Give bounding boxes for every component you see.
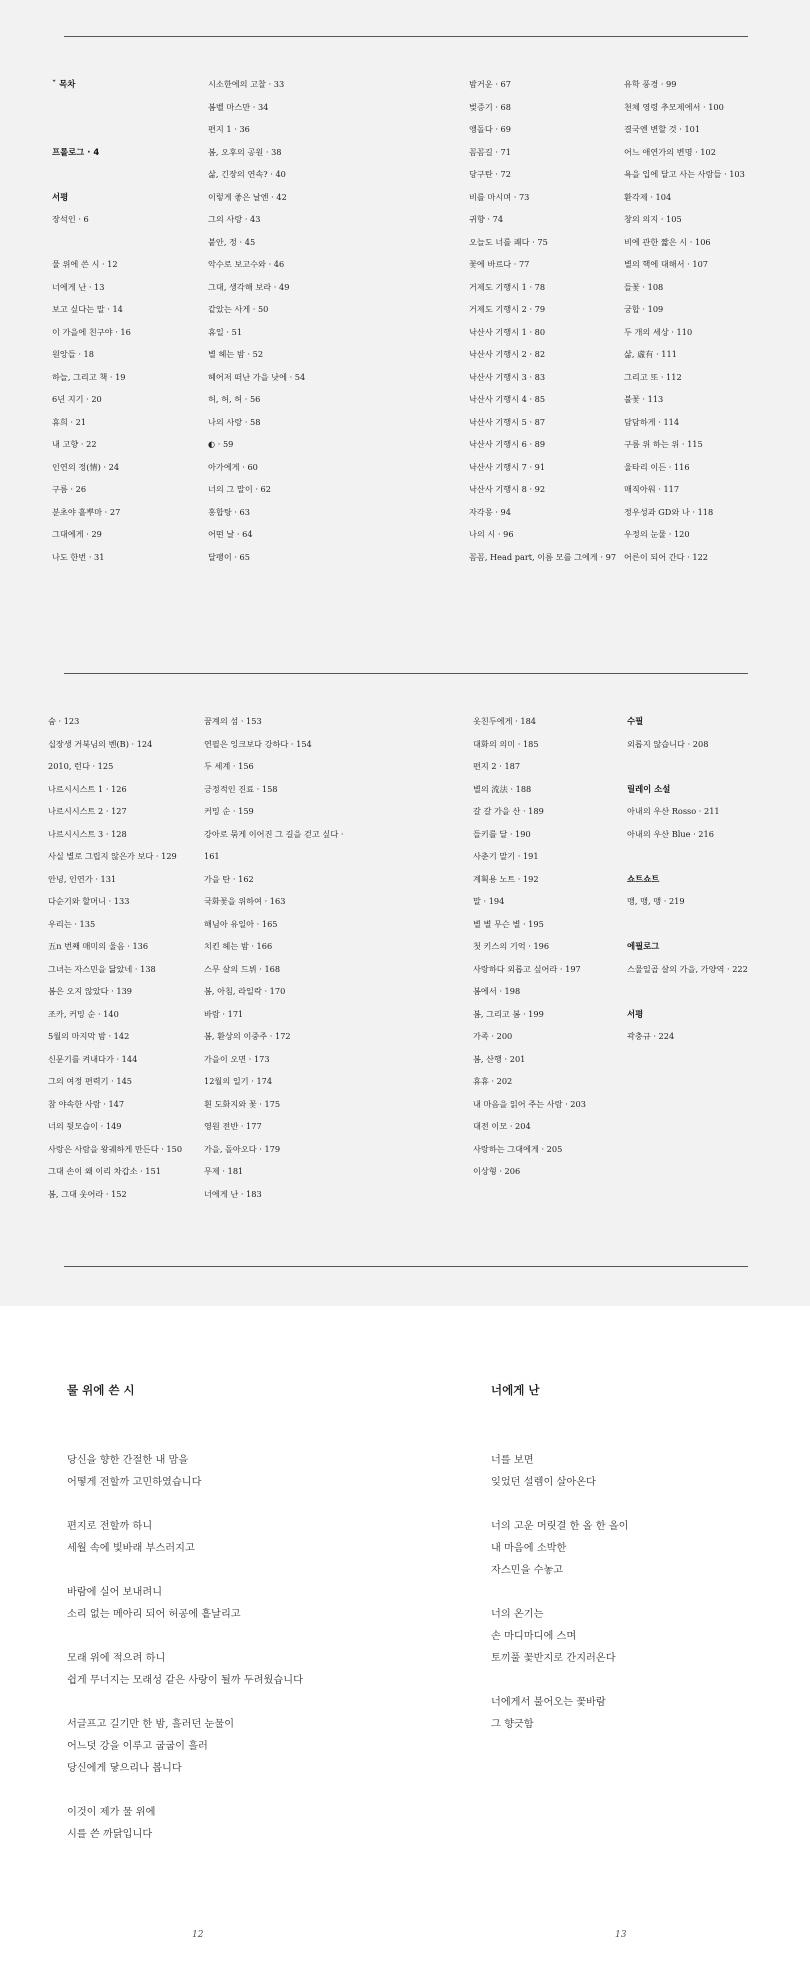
toc-entry[interactable]: 161 bbox=[204, 851, 220, 861]
toc-spacer bbox=[627, 980, 810, 1003]
toc-entry[interactable]: 치킨 헤는 밤 · 166 bbox=[204, 941, 273, 951]
toc-entry[interactable]: 봄, 환상의 이중주 · 172 bbox=[204, 1031, 291, 1041]
toc-entry[interactable]: 옷친두에게 · 184 bbox=[473, 716, 536, 726]
toc-entry[interactable]: 하늘, 그리고 책 · 19 bbox=[52, 371, 126, 382]
toc-entry[interactable]: 봄에서 · 198 bbox=[473, 986, 521, 996]
toc-entry[interactable]: 봄, 그리고 봄 · 199 bbox=[473, 1008, 544, 1019]
poem-line: 그 향긋함 bbox=[491, 1719, 534, 1730]
toc-entry[interactable]: 낙산사 기행시 3 · 83 bbox=[469, 371, 546, 382]
top-rule bbox=[64, 36, 748, 37]
toc-entry[interactable]: 홍합탕 · 63 bbox=[208, 506, 250, 517]
toc-entry[interactable]: 나르시시스트 3 · 128 bbox=[48, 828, 127, 839]
toc-section-heading[interactable]: 서평 bbox=[52, 191, 69, 202]
toc-spacer bbox=[627, 913, 810, 936]
toc-entry[interactable]: 꼼꼼, Head part, 이름 모를 그에게 · 97 bbox=[469, 551, 617, 562]
poem-stanza bbox=[491, 1604, 810, 1670]
toc-entry[interactable]: 꽃에 바르다 · 77 bbox=[469, 259, 530, 269]
poem-line: 너의 온기는 bbox=[491, 1609, 544, 1620]
toc-entry[interactable]: 낙산사 기행시 5 · 87 bbox=[469, 416, 546, 427]
poem-line: 바람에 실어 보내려니 bbox=[67, 1587, 163, 1598]
toc-entry[interactable]: 허, 허, 허 · 56 bbox=[208, 394, 261, 404]
poem-line: 소리 없는 메아리 되어 허공에 흩날리고 bbox=[67, 1609, 241, 1620]
toc-entry[interactable]: 봄, 그대 웃어라 · 152 bbox=[48, 1188, 127, 1199]
toc-entry[interactable]: 사춘기 말기 · 191 bbox=[473, 851, 539, 861]
toc-entry[interactable]: 우정의 눈물 · 120 bbox=[624, 529, 690, 539]
toc-entry[interactable]: 6년 지기 · 20 bbox=[52, 394, 102, 404]
page-number: 13 bbox=[615, 1930, 627, 1940]
poem-line: 손 마디마디에 스며 bbox=[491, 1631, 577, 1642]
toc-entry[interactable]: 당구탄 · 72 bbox=[469, 169, 511, 179]
toc-entry[interactable]: 그대 손이 왜 이리 차갑소 · 151 bbox=[48, 1166, 161, 1176]
poem-line: 너에게서 불어오는 꽃바람 bbox=[491, 1697, 606, 1708]
toc-entry[interactable]: 곽충규 · 224 bbox=[627, 1031, 675, 1041]
toc-entry[interactable]: 담담하게 · 114 bbox=[624, 416, 680, 427]
toc-entry[interactable]: 대화의 의미 · 185 bbox=[473, 738, 539, 749]
toc-entry[interactable]: 나도 한번 · 31 bbox=[52, 551, 105, 562]
toc-entry[interactable]: 나의 사랑 · 58 bbox=[208, 416, 261, 427]
toc-entry[interactable]: 결국엔 변할 것 · 101 bbox=[624, 124, 701, 134]
toc-entry[interactable]: 꼼꼼길 · 71 bbox=[469, 146, 511, 157]
toc-entry[interactable]: 가족 · 200 bbox=[473, 1031, 513, 1041]
toc-spacer bbox=[627, 845, 810, 868]
toc-entry[interactable]: 붙안, 정 · 45 bbox=[208, 236, 256, 247]
toc-section-heading[interactable]: 쇼트쇼트 bbox=[627, 873, 660, 884]
toc-entry[interactable]: 강아로 묶게 이어진 그 길을 걷고 싶다 · bbox=[204, 828, 344, 839]
toc-entry[interactable]: 너에게 난 · 183 bbox=[204, 1188, 262, 1199]
toc-section-heading[interactable]: 에필로그 bbox=[627, 941, 660, 951]
toc-entry[interactable]: 숨 · 123 bbox=[48, 716, 80, 726]
toc-entry[interactable]: 낙산사 기행시 2 · 82 bbox=[469, 349, 546, 359]
toc-entry[interactable]: 이 가을에 친구야 · 16 bbox=[52, 326, 131, 337]
poem-line: 어느덧 강을 이루고 굽굽이 흘러 bbox=[67, 1741, 208, 1752]
toc-entry[interactable]: 외롭지 않습니다 · 208 bbox=[627, 738, 709, 749]
poem-right bbox=[491, 1382, 810, 1758]
toc-entry[interactable]: 내 마음을 읽어 주는 사람 · 203 bbox=[473, 1098, 586, 1109]
toc-entry[interactable]: 휴휴 · 202 bbox=[473, 1076, 513, 1086]
poem-line: 토끼풀 꽃반지로 간지러온다 bbox=[491, 1653, 616, 1664]
page-number: 12 bbox=[192, 1930, 204, 1940]
toc-entry[interactable]: 봄벨 마스만 · 34 bbox=[208, 101, 269, 112]
toc-entry[interactable]: 신문기를 켜내다가 · 144 bbox=[48, 1053, 138, 1064]
toc-entry[interactable]: 봄, 오후의 공원 · 38 bbox=[208, 146, 282, 157]
section2-top-rule bbox=[64, 673, 748, 674]
toc-entry[interactable]: 울타리 이든 · 116 bbox=[624, 461, 690, 472]
toc-entry[interactable]: 아내의 우산 Rosso · 211 bbox=[627, 806, 720, 816]
toc-entry[interactable]: 앵돌다 · 69 bbox=[469, 124, 511, 134]
poem-stanza bbox=[67, 1582, 407, 1626]
toc-entry[interactable]: 자각몽 · 94 bbox=[469, 506, 511, 517]
poem-line: 어떻게 전할까 고민하였습니다 bbox=[67, 1477, 202, 1488]
toc-entry[interactable]: 휴희 · 21 bbox=[52, 416, 87, 427]
poem-stanza bbox=[67, 1714, 407, 1780]
toc-entry[interactable]: 너의 그 말이 · 62 bbox=[208, 484, 271, 494]
toc-entry[interactable]: 보고 싶다는 말 · 14 bbox=[52, 304, 123, 314]
toc-entry[interactable]: 별 별 무슨 별 · 195 bbox=[473, 918, 544, 929]
toc-entry[interactable]: 헤어저 떠난 가을 낫에 · 54 bbox=[208, 371, 306, 382]
toc-entry[interactable]: 너의 뒷모습이 · 149 bbox=[48, 1121, 122, 1131]
toc-entry[interactable]: 그리고 또 · 112 bbox=[624, 371, 682, 382]
toc-section-heading[interactable]: 릴레이 소설 bbox=[627, 783, 671, 794]
toc-entry[interactable]: 국화꽃을 위하여 · 163 bbox=[204, 896, 286, 906]
toc-entry[interactable]: 그대, 생각해 보라 · 49 bbox=[208, 281, 290, 292]
toc-entry[interactable]: 아가에게 · 60 bbox=[208, 461, 258, 472]
toc-entry[interactable]: 어떤 날 · 64 bbox=[208, 529, 253, 539]
toc-entry[interactable]: 낙산사 기행시 1 · 80 bbox=[469, 326, 546, 337]
toc-entry[interactable]: 영원 전반 · 177 bbox=[204, 1121, 262, 1131]
toc-entry[interactable]: 참 야속한 사람 · 147 bbox=[48, 1098, 125, 1109]
toc-entry[interactable]: 어른이 되어 간다 · 122 bbox=[624, 551, 709, 562]
toc-entry[interactable]: 무제 · 181 bbox=[204, 1166, 244, 1176]
toc-entry[interactable]: 궁합 · 109 bbox=[624, 304, 664, 314]
poem-stanza bbox=[67, 1516, 407, 1560]
poem-title: 너에게 난 bbox=[491, 1383, 540, 1397]
toc-entry[interactable]: 우리는 · 135 bbox=[48, 918, 96, 929]
toc-entry[interactable]: 커밍 순 · 159 bbox=[204, 806, 254, 816]
toc-entry[interactable]: 오늘도 너를 쾌다 · 75 bbox=[469, 236, 548, 247]
toc-section-2 bbox=[0, 620, 810, 1306]
poem-line: 내 마음에 소박한 bbox=[491, 1543, 567, 1554]
toc-entry[interactable]: 갈 갈 가을 산 · 189 bbox=[473, 806, 544, 816]
toc-entry[interactable]: 두 개의 세상 · 110 bbox=[624, 326, 693, 337]
toc-section-heading[interactable]: 서평 bbox=[627, 1008, 644, 1019]
toc-entry[interactable]: 5월의 마지막 밤 · 142 bbox=[48, 1031, 130, 1041]
poem-line: 당신을 향한 간절한 내 맘을 bbox=[67, 1455, 189, 1466]
toc-entry[interactable]: 바람 · 171 bbox=[204, 1008, 244, 1019]
poem-line: 너의 고운 머릿결 한 올 한 올이 bbox=[491, 1521, 629, 1532]
toc-entry[interactable]: 천체 영령 추모제에서 · 100 bbox=[624, 101, 724, 112]
poem-line: 이것이 제가 물 위에 bbox=[67, 1807, 156, 1818]
toc-entry[interactable]: 구름 · 26 bbox=[52, 484, 87, 494]
toc-entry[interactable]: 이렇게 좋은 날엔 · 42 bbox=[208, 191, 287, 202]
poem-line: 시를 쓴 까닭입니다 bbox=[67, 1829, 153, 1840]
toc-entry[interactable]: 낙산사 기행시 7 · 91 bbox=[469, 461, 546, 472]
toc-entry[interactable]: 스무 살의 드뷔 · 168 bbox=[204, 963, 281, 974]
toc-entry[interactable]: 이상형 · 206 bbox=[473, 1166, 521, 1176]
toc-entry[interactable]: 스물일곱 살의 가을, 가양역 · 222 bbox=[627, 963, 748, 974]
toc-entry[interactable]: 그의 여정 편력기 · 145 bbox=[48, 1076, 133, 1086]
toc-spacer bbox=[627, 755, 810, 778]
toc-entry[interactable]: 긍정적인 진료 · 158 bbox=[204, 783, 278, 794]
toc-entry[interactable]: 악수로 보고수와 · 46 bbox=[208, 259, 285, 269]
toc-entry[interactable]: 별의 流法 · 188 bbox=[473, 783, 532, 794]
toc-entry[interactable]: 가을, 돌아오다 · 179 bbox=[204, 1143, 281, 1154]
toc-entry[interactable]: 유학 풍경 · 99 bbox=[624, 79, 677, 89]
toc-entry[interactable]: 다순기와 할머니 · 133 bbox=[48, 896, 130, 906]
toc-entry[interactable]: 첫 키스의 기억 · 196 bbox=[473, 941, 550, 951]
toc-entry[interactable]: 내 고향 · 22 bbox=[52, 439, 97, 449]
poem-line: 서글프고 길기만 한 밤, 흘러던 눈물이 bbox=[67, 1719, 235, 1730]
poem-line: 너를 보면 bbox=[491, 1455, 534, 1466]
toc-entry[interactable]: 삶, 긴장의 연속? · 40 bbox=[208, 169, 286, 179]
toc-entry[interactable]: 五n 번째 매미의 울음 · 136 bbox=[48, 941, 149, 951]
toc-entry[interactable]: 계획용 노트 · 192 bbox=[473, 873, 539, 884]
toc-entry[interactable]: 사랑은 사람을 왕궤하게 만든다 · 150 bbox=[48, 1143, 183, 1154]
poem-stanza bbox=[491, 1692, 810, 1736]
toc-entry[interactable]: 들꽃 · 108 bbox=[624, 281, 664, 292]
poem-line: 쉽게 무너지는 모래성 같은 사랑이 될까 두려웠습니다 bbox=[67, 1675, 303, 1686]
poem-line: 모래 위에 적으려 하니 bbox=[67, 1653, 166, 1664]
poem-line: 편지로 전할까 하니 bbox=[67, 1521, 153, 1532]
toc-entry[interactable]: 달팽이 · 65 bbox=[208, 551, 250, 562]
toc-entry[interactable]: 맹, 맹, 맹 · 219 bbox=[627, 896, 685, 906]
toc-entry[interactable]: 2010, 런다 · 125 bbox=[48, 761, 114, 771]
toc-entry[interactable]: 조카, 커밍 순 · 140 bbox=[48, 1008, 119, 1019]
toc-entry[interactable]: 별의 핵에 대해서 · 107 bbox=[624, 259, 709, 269]
toc-entry[interactable]: 봄, 산행 · 201 bbox=[473, 1053, 526, 1064]
toc-entry[interactable]: 물 위에 쓴 시 · 12 bbox=[52, 259, 118, 269]
toc-entry[interactable]: 그녀는 자스민을 닮았네 · 138 bbox=[48, 963, 156, 974]
poem-title: 물 위에 쓴 시 bbox=[67, 1383, 135, 1397]
toc-entry[interactable]: 나의 시 · 96 bbox=[469, 529, 514, 539]
poem-body bbox=[67, 1450, 407, 1846]
toc-entry[interactable]: 낙산사 기행시 4 · 85 bbox=[469, 394, 546, 404]
toc-entry[interactable]: ◐ · 59 bbox=[208, 439, 234, 449]
toc-entry[interactable]: 거제도 기행시 2 · 79 bbox=[469, 304, 546, 314]
toc-entry[interactable]: 밤거운 · 67 bbox=[469, 79, 511, 89]
toc-entry[interactable]: 가을 탄 · 162 bbox=[204, 873, 254, 884]
toc1-column-4 bbox=[624, 73, 810, 568]
toc-entry[interactable]: 안녕, 인연가 · 131 bbox=[48, 873, 117, 884]
poem-line: 세월 속에 빛바래 부스러지고 bbox=[67, 1543, 195, 1554]
toc-entry[interactable]: 정우성과 GD와 나 · 118 bbox=[624, 506, 714, 517]
toc-entry[interactable]: 창의 의지 · 105 bbox=[624, 214, 682, 224]
toc-entry[interactable]: 매직아워 · 117 bbox=[624, 484, 680, 494]
poem-stanza bbox=[67, 1802, 407, 1846]
poem-line: 당신에게 닿으리나 봅니다 bbox=[67, 1763, 182, 1774]
toc-entry[interactable]: 사랑하다 외롭고 싶어라 · 197 bbox=[473, 963, 581, 974]
toc-entry[interactable]: 휴일 · 51 bbox=[208, 326, 243, 337]
toc-entry[interactable]: 사실 별로 그립지 않은가 보다 · 129 bbox=[48, 851, 177, 861]
toc-entry[interactable]: 나르시시스트 2 · 127 bbox=[48, 806, 127, 816]
toc-entry[interactable]: 원앙들 · 18 bbox=[52, 349, 94, 359]
poem-stanza bbox=[491, 1450, 810, 1494]
poem-line: 자스민을 수놓고 bbox=[491, 1565, 564, 1576]
toc-entry[interactable]: 별 헤는 밤 · 52 bbox=[208, 349, 264, 359]
toc-entry[interactable]: 벚증기 · 68 bbox=[469, 101, 511, 112]
toc-entry[interactable]: 대전 이모 · 204 bbox=[473, 1121, 531, 1131]
toc-entry[interactable]: 낙산사 기행시 6 · 89 bbox=[469, 439, 546, 449]
poem-stanza bbox=[491, 1516, 810, 1582]
poem-stanza bbox=[67, 1450, 407, 1494]
poem-left bbox=[67, 1382, 407, 1868]
toc-entry[interactable]: 분초야 흩뿌마 · 27 bbox=[52, 506, 121, 517]
toc-entry[interactable]: 나르시시스트 1 · 126 bbox=[48, 783, 127, 794]
toc-entry[interactable]: 거제도 기행시 1 · 78 bbox=[469, 281, 546, 292]
toc-entry[interactable]: 그대에게 · 29 bbox=[52, 529, 102, 539]
toc-entry[interactable]: 같았는 사게 · 50 bbox=[208, 304, 269, 314]
poem-spread bbox=[0, 1306, 810, 1972]
toc-entry[interactable]: 욕을 입에 달고 사는 사람들 · 103 bbox=[624, 169, 745, 179]
toc-entry[interactable]: 환각제 · 104 bbox=[624, 191, 672, 202]
poem-body bbox=[491, 1450, 810, 1736]
toc-entry[interactable]: 십장생 거북님의 벤(B) · 124 bbox=[48, 738, 153, 749]
toc-entry[interactable]: 삶, 虛有 · 111 bbox=[624, 349, 677, 359]
toc-entry[interactable]: 봄, 아침, 라일락 · 170 bbox=[204, 986, 286, 996]
toc-entry[interactable]: 들키를 달 · 190 bbox=[473, 828, 531, 839]
toc-section-1 bbox=[0, 0, 810, 620]
toc-entry[interactable]: 아내의 우산 Blue · 216 bbox=[627, 828, 714, 839]
toc-entry[interactable]: 가을이 오면 · 173 bbox=[204, 1053, 270, 1064]
poem-line: 잊었던 설렘이 살아온다 bbox=[491, 1477, 596, 1488]
toc-entry[interactable]: 해님아 유일아 · 165 bbox=[204, 918, 278, 929]
toc-entry[interactable]: 편지 1 · 36 bbox=[208, 124, 250, 134]
toc-entry[interactable]: 어느 애연가의 변명 · 102 bbox=[624, 146, 716, 157]
toc-entry[interactable]: 두 세계 · 156 bbox=[204, 761, 254, 771]
toc-entry[interactable]: 흰 도화지와 꽃 · 175 bbox=[204, 1098, 281, 1109]
toc-entry[interactable]: 불꽃 · 113 bbox=[624, 394, 664, 404]
toc-entry[interactable]: 사랑하는 그대에게 · 205 bbox=[473, 1143, 563, 1154]
toc-section-heading[interactable]: ˇ 목차 bbox=[52, 79, 76, 89]
toc-entry[interactable]: 12월의 일기 · 174 bbox=[204, 1076, 273, 1086]
toc2-column-2 bbox=[204, 710, 394, 1205]
toc-entry[interactable]: 너에게 난 · 13 bbox=[52, 281, 105, 292]
toc-section-heading[interactable]: 프롤로그 · 4 bbox=[52, 146, 100, 157]
toc-entry[interactable]: 귀향 · 74 bbox=[469, 214, 504, 224]
toc-entry[interactable]: 연필은 잉크보다 강하다 · 154 bbox=[204, 738, 312, 749]
toc-entry[interactable]: 인연의 정(情) · 24 bbox=[52, 461, 120, 472]
toc-entry[interactable]: 꿈계의 섬 · 153 bbox=[204, 716, 262, 726]
toc-entry[interactable]: 편지 2 · 187 bbox=[473, 761, 521, 771]
toc2-column-4 bbox=[627, 710, 810, 1048]
section2-bottom-rule bbox=[64, 1266, 748, 1267]
poem-stanza bbox=[67, 1648, 407, 1692]
toc-entry[interactable]: 구름 위 하는 위 · 115 bbox=[624, 439, 703, 449]
toc-entry[interactable]: 비를 마시며 · 73 bbox=[469, 191, 530, 202]
toc1-column-2 bbox=[208, 73, 398, 568]
toc-entry[interactable]: 봄은 오지 않았다 · 139 bbox=[48, 986, 133, 996]
toc-entry[interactable]: 그의 사랑 · 43 bbox=[208, 214, 261, 224]
toc-section-heading[interactable]: 수필 bbox=[627, 716, 644, 726]
toc-entry[interactable]: 말 · 194 bbox=[473, 896, 505, 906]
toc-entry[interactable]: 낙산사 기행시 8 · 92 bbox=[469, 484, 546, 494]
toc-entry[interactable]: 장석인 · 6 bbox=[52, 214, 89, 224]
toc-entry[interactable]: 시소한에의 고찰 · 33 bbox=[208, 79, 285, 89]
toc-entry[interactable]: 비에 관한 짧은 시 · 106 bbox=[624, 236, 711, 247]
